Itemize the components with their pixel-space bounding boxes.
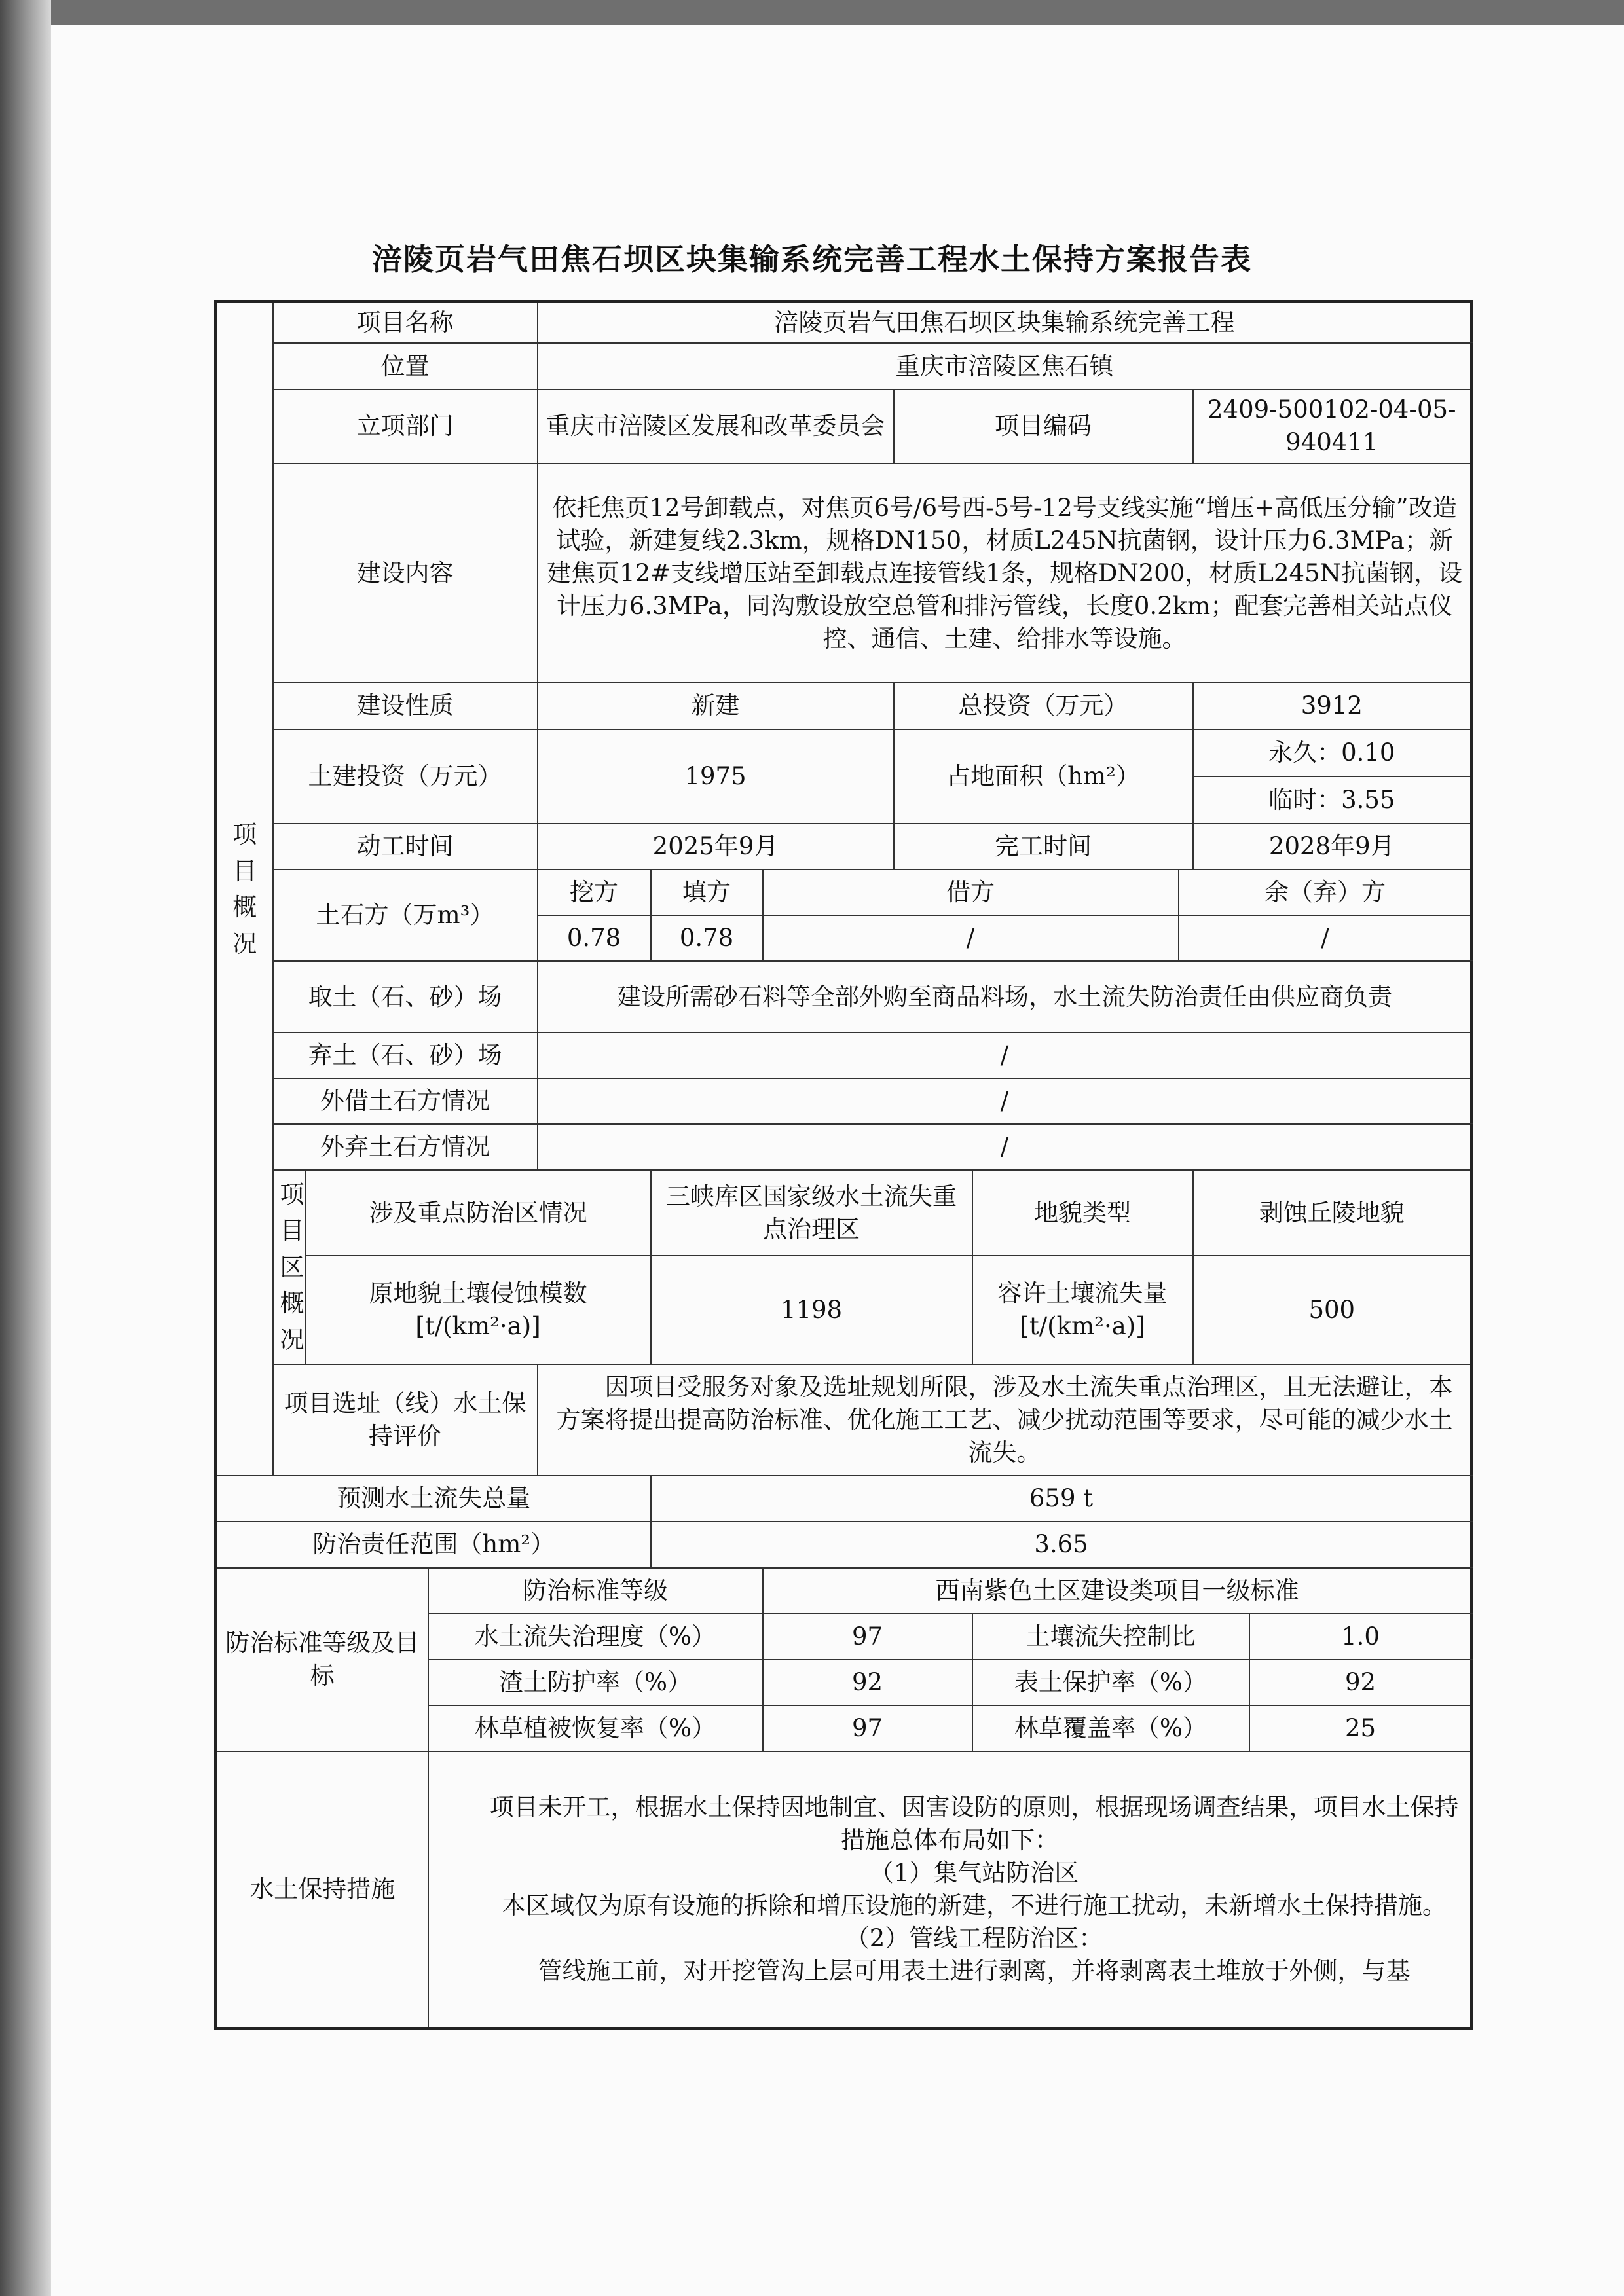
total-investment-label: 总投资（万元） (894, 683, 1193, 729)
earthwork-label: 土石方（万m³） (273, 869, 538, 961)
target-value: 97 (763, 1614, 972, 1660)
standards-section-label: 防治标准等级及目标 (216, 1568, 428, 1752)
erosion-modulus-value: 1198 (651, 1256, 972, 1364)
external-spoil-label: 外弃土石方情况 (273, 1124, 538, 1170)
external-borrow-value: / (538, 1078, 1472, 1124)
target-label: 土壤流失控制比 (972, 1614, 1249, 1660)
target-value: 1.0 (1249, 1614, 1472, 1660)
borrow-value: / (763, 915, 1179, 961)
key-zone-value: 三峡库区国家级水土流失重点治理区 (651, 1170, 972, 1255)
report-form-table (214, 300, 1473, 2030)
target-label: 表土保护率（%） (972, 1660, 1249, 1705)
responsibility-scope-label: 防治责任范围（hm²） (216, 1522, 651, 1567)
target-label: 林草覆盖率（%） (972, 1705, 1249, 1751)
target-value: 97 (763, 1705, 972, 1751)
predicted-loss-label: 预测水土流失总量 (216, 1476, 651, 1522)
section-label-area: 项目区概况 (273, 1170, 306, 1364)
document-title: 涪陵页岩气田焦石坝区块集输系统完善工程水土保持方案报告表 (372, 242, 1252, 277)
civil-investment-value: 1975 (538, 729, 894, 824)
fill-label: 填方 (651, 869, 763, 915)
target-value: 92 (763, 1660, 972, 1705)
landform-label: 地貌类型 (972, 1170, 1193, 1255)
fill-value: 0.78 (651, 915, 763, 961)
borrow-site-label: 取土（石、砂）场 (273, 961, 538, 1032)
project-code-value: 2409-500102-04-05-940411 (1193, 390, 1472, 464)
spoil-value: / (1179, 915, 1472, 961)
approval-dept-value: 重庆市涪陵区发展和改革委员会 (538, 390, 894, 464)
finish-time-label: 完工时间 (894, 824, 1193, 869)
excavation-value: 0.78 (538, 915, 651, 961)
approval-dept-label: 立项部门 (273, 390, 538, 464)
external-borrow-label: 外借土石方情况 (273, 1078, 538, 1124)
tolerance-label: 容许土壤流失量[t/(km²·a)] (972, 1256, 1193, 1364)
spoil-label: 余（弃）方 (1179, 869, 1472, 915)
project-name-label: 项目名称 (273, 302, 538, 344)
civil-investment-label: 土建投资（万元） (273, 729, 538, 824)
site-evaluation-label: 项目选址（线）水土保持评价 (273, 1364, 538, 1476)
start-time-value: 2025年9月 (538, 824, 894, 869)
book-spine-shadow (0, 0, 51, 2296)
land-area-temporary: 临时：3.55 (1193, 776, 1472, 824)
section-label-overview: 项目概况 (216, 302, 273, 1476)
standard-grade-label: 防治标准等级 (428, 1568, 763, 1614)
responsibility-scope-value: 3.65 (651, 1522, 1472, 1567)
start-time-label: 动工时间 (273, 824, 538, 869)
project-code-label: 项目编码 (894, 390, 1193, 464)
measures-text: 项目未开工，根据水土保持因地制宜、因害设防的原则，根据现场调查结果，项目水土保持措施总体布局如下： （1）集气站防治区 本区域仅为原有设施的拆除和增压设施的新建，不进行施工扰动，未新增水土保持措施。 （2）管线工程防治区： 管线施工前，对开挖管沟上层可用表土进行剥离，并将剥离表土堆放于外侧，与基 (428, 1751, 1472, 2028)
borrow-site-value: 建设所需砂石料等全部外购至商品料场，水土流失防治责任由供应商负责 (538, 961, 1472, 1032)
target-label: 渣土防护率（%） (428, 1660, 763, 1705)
project-name-value: 涪陵页岩气田焦石坝区块集输系统完善工程 (538, 302, 1472, 344)
target-label: 林草植被恢复率（%） (428, 1705, 763, 1751)
key-zone-label: 涉及重点防治区情况 (306, 1170, 651, 1255)
measures-label: 水土保持措施 (216, 1751, 428, 2028)
spoil-site-value: / (538, 1032, 1472, 1078)
location-value: 重庆市涪陵区焦石镇 (538, 343, 1472, 389)
borrow-label: 借方 (763, 869, 1179, 915)
site-evaluation-text: 因项目受服务对象及选址规划所限，涉及水土流失重点治理区，且无法避让，本方案将提出提高防治标准、优化施工工艺、减少扰动范围等要求，尽可能的减少水土流失。 (538, 1364, 1472, 1476)
target-label: 水土流失治理度（%） (428, 1614, 763, 1660)
land-area-permanent: 永久：0.10 (1193, 729, 1472, 776)
standard-grade-value: 西南紫色土区建设类项目一级标准 (763, 1568, 1472, 1614)
tolerance-value: 500 (1193, 1256, 1472, 1364)
construction-nature-label: 建设性质 (273, 683, 538, 729)
construction-content-value: 依托焦页12号卸载点，对焦页6号/6号西-5号-12号支线实施“增压+高低压分输”改造试验，新建复线2.3km，规格DN150，材质L245N抗菌钢，设计压力6.3MPa；新建焦页12#支线增压站至卸载点连接管线1条，规格DN200，材质L245N抗菌钢，设计压力6.3MPa，同沟敷设放空总管和排污管线，长度0.2km；配套完善相关站点仪控、通信、土建、给排水等设施。 (538, 464, 1472, 683)
target-value: 25 (1249, 1705, 1472, 1751)
predicted-loss-value: 659 t (651, 1476, 1472, 1522)
construction-nature-value: 新建 (538, 683, 894, 729)
excavation-label: 挖方 (538, 869, 651, 915)
finish-time-value: 2028年9月 (1193, 824, 1472, 869)
external-spoil-value: / (538, 1124, 1472, 1170)
erosion-modulus-label: 原地貌土壤侵蚀模数[t/(km²·a)] (306, 1256, 651, 1364)
construction-content-label: 建设内容 (273, 464, 538, 683)
spoil-site-label: 弃土（石、砂）场 (273, 1032, 538, 1078)
total-investment-value: 3912 (1193, 683, 1472, 729)
location-label: 位置 (273, 343, 538, 389)
land-area-label: 占地面积（hm²） (894, 729, 1193, 824)
landform-value: 剥蚀丘陵地貌 (1193, 1170, 1472, 1255)
target-value: 92 (1249, 1660, 1472, 1705)
